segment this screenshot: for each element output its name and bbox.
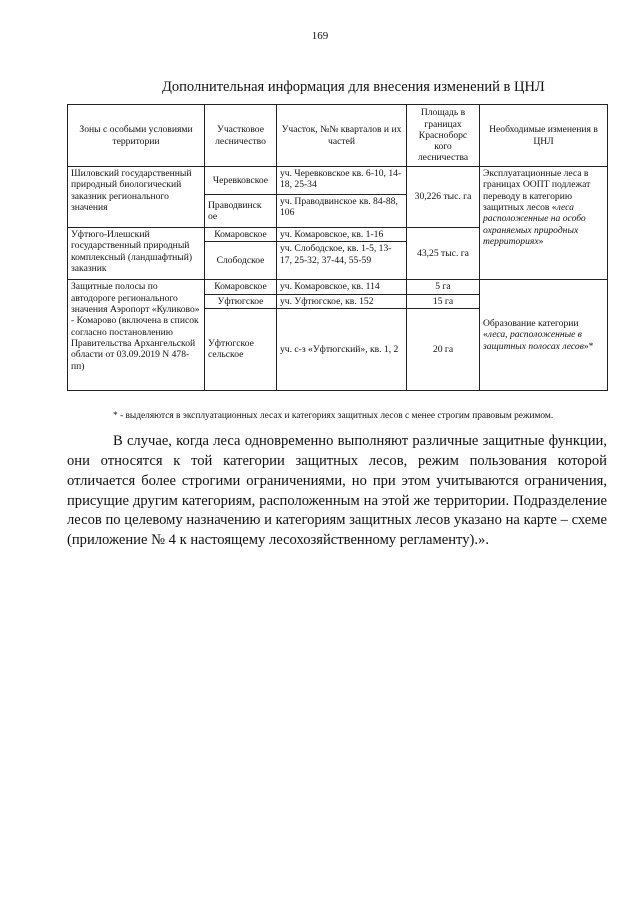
forestry-cell: Слободское [205, 242, 277, 280]
zone-name: Уфтюго-Илешский государственный природный комплексный (ландшафтный) заказник [68, 228, 205, 280]
header-changes: Необходимые изменения в ЦНЛ [480, 105, 608, 167]
area-cell: 30,226 тыс. га [407, 167, 480, 228]
area-cell: 15 га [407, 294, 480, 308]
table-row [68, 167, 608, 195]
required-changes-cell [480, 280, 608, 391]
change-text: Эксплуатационные леса в границах ООПТ подлежат переводу в категорию защитных лесов « [483, 168, 591, 213]
header-forestry: Участковое лесничество [205, 105, 277, 167]
body-paragraph: В случае, когда леса одновременно выполняют различные защитные функции, они относятся к той категории защитных лесов, режим пользования которой отличается более строгими ограничениями, но при этом учитываются ограничения, присущие другим категориям, расположенным на этой же территории. Подразделение лесов по целевому назначению и категориям защитных лесов указано на карте – схеме (приложение № 4 к настоящему лесохозяйственному регламенту).». [67, 433, 607, 549]
zone-name: Шиловский государственный природный биологический заказник регионального значения [68, 167, 205, 228]
area-cell: 5 га [407, 280, 480, 294]
forestry-cell: Праводвинск ое [205, 195, 277, 228]
header-parcel: Участок, №№ кварталов и их частей [277, 105, 407, 167]
parcel-cell: уч. Черевковское кв. 6-10, 14-18, 25-34 [277, 167, 407, 195]
forestry-cell: Комаровское [205, 228, 277, 242]
parcel-cell: уч. Уфтюгское, кв. 152 [277, 294, 407, 308]
change-end: »* [583, 340, 594, 352]
document-heading: Дополнительная информация для внесения изменений в ЦНЛ [162, 79, 545, 95]
forestry-cell: Уфтюгское сельское [205, 308, 277, 390]
forestry-cell: Черевковское [205, 167, 277, 195]
parcel-cell: уч. Комаровское, кв. 1-16 [277, 228, 407, 242]
parcel-cell: уч. Комаровское, кв. 114 [277, 280, 407, 294]
forestry-cell: Комаровское [205, 280, 277, 294]
page-number: 169 [311, 30, 329, 42]
zone-name: Защитные полосы по автодороге регионального значения Аэропорт «Куликово» - Комарово (включена в список согласно постановлению Правительства Архангельской области от 03.09.2019 N 478-пп) [68, 280, 205, 391]
change-text: Образование категории « [483, 318, 579, 341]
change-category: леса расположенные на особо охраняемых природных территориях [483, 201, 586, 247]
change-end: » [538, 235, 544, 247]
parcel-cell: уч. с-з «Уфтюгский», кв. 1, 2 [277, 308, 407, 390]
header-zones: Зоны с особыми условиями территории [68, 105, 205, 167]
area-cell: 20 га [407, 308, 480, 390]
area-cell: 43,25 тыс. га [407, 228, 480, 280]
required-changes-cell [480, 167, 608, 280]
table-row [68, 280, 608, 294]
table-header-row [68, 105, 608, 167]
footnote: * - выделяются в эксплуатационных лесах и категориях защитных лесов с менее строгим правовым режимом. [113, 411, 554, 421]
change-category: леса, расположенные в защитных полосах лесов [483, 329, 584, 352]
parcel-cell: уч. Слободское, кв. 1-5, 13-17, 25-32, 37-44, 55-59 [277, 242, 407, 280]
parcel-cell: уч. Праводвинское кв. 84-88, 106 [277, 195, 407, 228]
protected-zones-table [67, 104, 608, 391]
forestry-cell: Уфтюгское [205, 294, 277, 308]
header-area: Площадь в границах Красноборс кого лесничества [407, 105, 480, 167]
